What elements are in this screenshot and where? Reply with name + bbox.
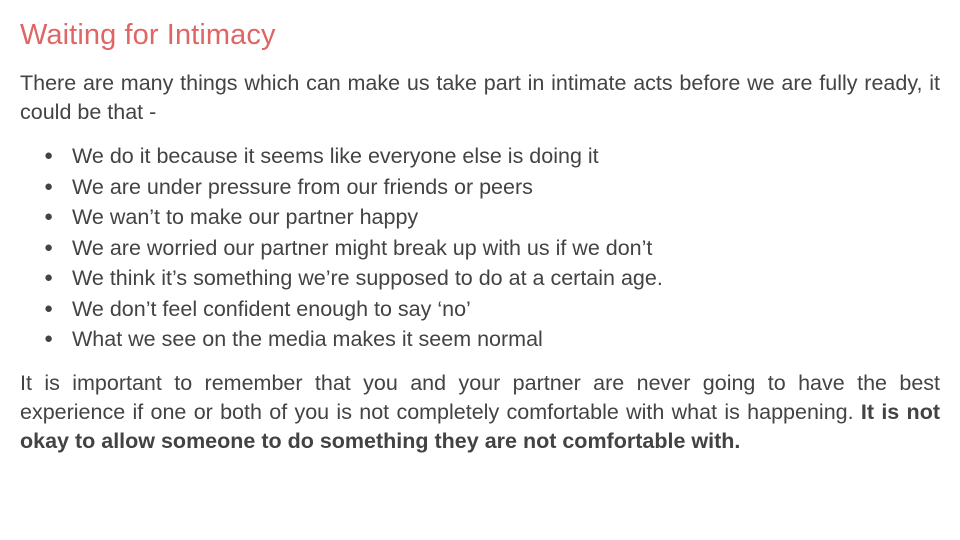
page-title: Waiting for Intimacy [20,19,276,51]
closing-paragraph [20,369,940,457]
list-item-label: What we see on the media makes it seem normal [72,327,543,352]
list-item [20,263,940,294]
bullet-dot-icon: ● [44,147,54,165]
list-item-label: We are worried our partner might break up with us if we don’t [72,235,653,260]
bullet-dot-icon: ● [44,177,54,195]
closing-paragraph-normal: It is important to remember that you and your partner are never going to have the best experience if one or both of you is not completely comfortable with what is happening. [20,370,940,425]
list-item [20,141,940,172]
list-item-label: We are under pressure from our friends or peers [72,174,533,199]
bullet-dot-icon: ● [44,330,54,348]
list-item [20,294,940,325]
bullet-dot-icon: ● [44,269,54,287]
list-item-label: We do it because it seems like everyone else is doing it [72,144,599,169]
list-item-label: We wan’t to make our partner happy [72,205,419,230]
list-item [20,202,940,233]
list-item [20,233,940,264]
list-item [20,324,940,355]
list-item-label: We think it’s something we’re supposed to do at a certain age. [72,266,663,291]
intro-paragraph: There are many things which can make us take part in intimate acts before we are fully ready, it could be that - [20,70,940,125]
list-item-label: We don’t feel confident enough to say ‘no’ [72,296,471,321]
list-item [20,172,940,203]
closing-paragraph-emphasis: It is not okay to allow someone to do something they are not comfortable with. [20,400,940,454]
bullet-dot-icon: ● [44,238,54,256]
bullet-dot-icon: ● [44,299,54,317]
bullet-dot-icon: ● [44,208,54,226]
bullet-list [20,141,940,355]
